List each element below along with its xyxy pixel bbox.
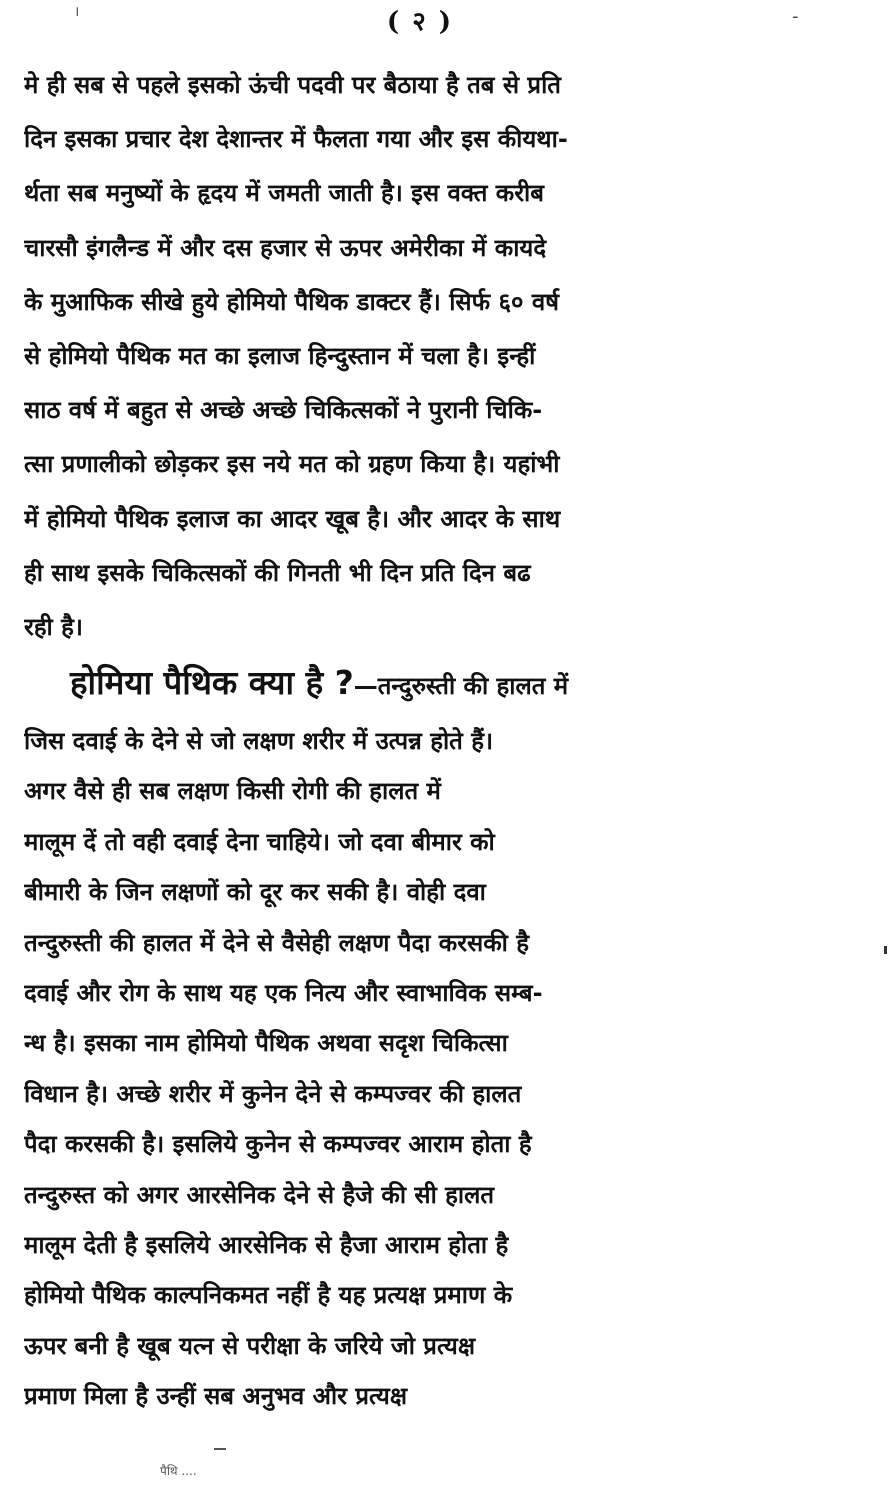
text-line: होमियो पैथिक काल्पनिकमत नहीं है यह प्रत्यक्ष प्रमाण के [24, 1281, 513, 1310]
paragraph-what-is-homeopathy [24, 650, 844, 1421]
text-line: अगर वैसे ही सब लक्षण किसी रोगी की हालत में [24, 777, 441, 806]
text-line: तन्दुरुस्त को अगर आरसेनिक देने से हैजे की सी हालत [24, 1180, 495, 1209]
text-line: चारसौ इंगलैन्ड में और दस हजार से ऊपर अमेरीका में कायदे [24, 233, 547, 262]
text-line: दिन इसका प्रचार देश देशान्तर में फैलता गया और इस कीयथा- [24, 125, 568, 154]
footer-tick [214, 1448, 226, 1450]
page-header [0, 0, 893, 40]
margin-mark [884, 946, 887, 954]
text-line: ऊपर बनी है खूब यत्न से परीक्षा के जरिये जो प्रत्यक्ष [24, 1331, 476, 1360]
text-line: साठ वर्ष में बहुत से अच्छे अच्छे चिकित्सकों ने पुरानी चिकि- [24, 396, 543, 425]
text-line: पैदा करसकी है। इसलिये कुनेन से कम्पज्वर आराम होता है [24, 1130, 532, 1159]
text-line: बीमारी के जिन लक्षणों को दूर कर सकी है। वोही दवा [24, 878, 486, 907]
text-line: के मुआफिक सीखे हुये होमियो पैथिक डाक्टर हैं। सिर्फ ६० वर्ष [24, 287, 560, 316]
text-line: विधान है। अच्छे शरीर में कुनेन देने से कम्पज्वर की हालत [24, 1079, 522, 1108]
text-line: त्सा प्रणालीको छोड़कर इस नये मत को ग्रहण किया है। यहांभी [24, 450, 560, 479]
text-line: मे ही सब से पहले इसको ऊंची पदवी पर बैठाया है तब से प्रति [24, 71, 561, 99]
text-line: जिस दवाई के देने से जो लक्षण शरीर में उत्पन्न होते हैं। [24, 727, 494, 755]
text-line: दवाई और रोग के साथ यह एक नित्य और स्वाभाविक सम्ब- [24, 978, 543, 1007]
section-heading: होमिया पैथिक क्या है ? [70, 663, 354, 702]
text-line: तन्दुरुस्ती की हालत में देने से वैसेही लक्षण पैदा करसकी है [24, 928, 529, 957]
section-heading-line [24, 650, 844, 716]
text-line: प्रमाण मिला है उन्हीं सब अनुभव और प्रत्यक्ष [24, 1382, 408, 1411]
text-line: मालूम दें तो वही दवाई देना चाहिये। जो दवा बीमार को [24, 827, 495, 856]
header-right-mark: - [792, 6, 799, 27]
text-line: र्थता सब मनुष्यों के हृदय में जमती जाती है। इस वक्त करीब [24, 179, 544, 208]
text-line: से होमियो पैथिक मत का इलाज हिन्दुस्तान में चला है। इन्हीं [24, 341, 536, 370]
footer-catchword: पैथि .... [160, 1464, 197, 1478]
header-left-mark: । [74, 4, 80, 20]
text-line: ही साथ इसके चिकित्सकों की गिनती भी दिन प्रति दिन बढ [24, 558, 531, 587]
text-line: मालूम देती है इसलिये आरसेनिक से हैजा आराम होता है [24, 1230, 509, 1259]
text-line: में होमियो पैथिक इलाज का आदर खूब है। और आदर के साथ [24, 504, 561, 533]
heading-run-in-text: —तन्दुरुस्ती की हालत में [353, 672, 569, 700]
text-line: रही है। [24, 612, 83, 641]
paragraph-history [24, 58, 844, 654]
page-number: ( २ ) [386, 7, 454, 37]
text-line: न्ध है। इसका नाम होमियो पैथिक अथवा सदृश चिकित्सा [24, 1029, 508, 1058]
